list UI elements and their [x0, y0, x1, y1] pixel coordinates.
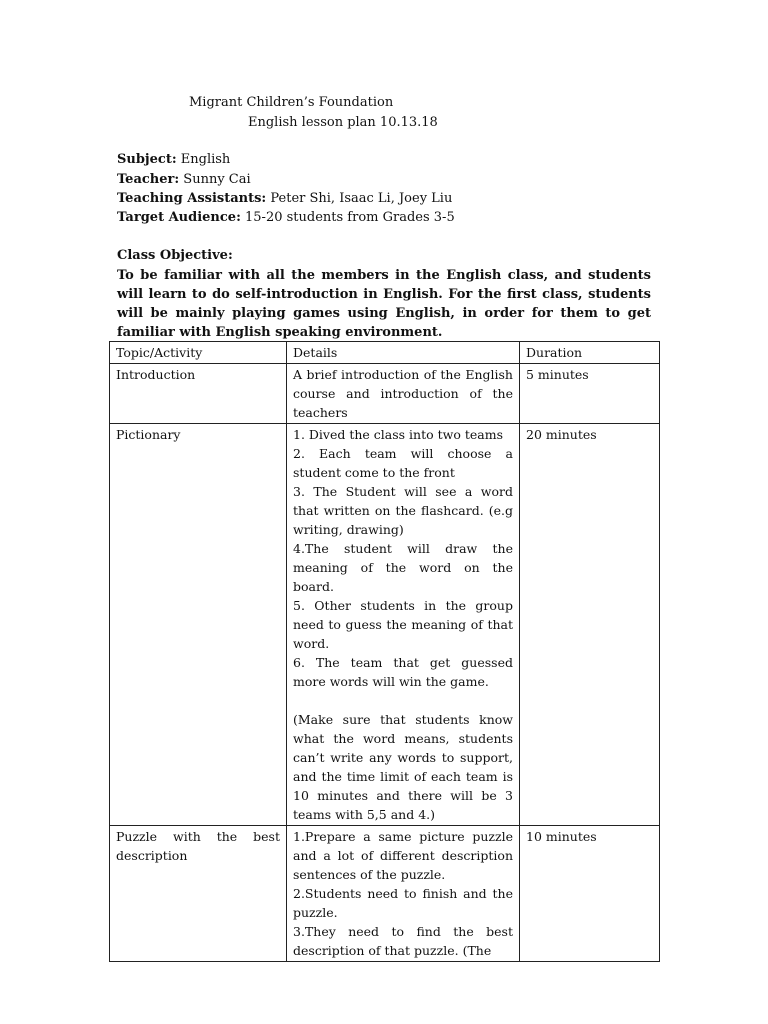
detail-step: 1. Dived the class into two teams — [293, 427, 503, 442]
detail-step: 2. Each team will choose a student come to the front — [293, 446, 513, 480]
table-row — [110, 424, 660, 826]
details-cell — [287, 424, 520, 826]
duration-cell: 5 minutes — [520, 364, 660, 424]
teaching-assistants-line — [117, 191, 452, 206]
target-audience-value: 15-20 students from Grades 3-5 — [240, 210, 455, 225]
header-details: Details — [287, 342, 520, 364]
target-audience-label: Target Audience: — [117, 210, 241, 225]
header-duration: Duration — [520, 342, 660, 364]
class-objective-heading: Class Objective: — [117, 248, 233, 263]
organization-name: Migrant Children’s Foundation — [189, 95, 394, 110]
class-objective-text: To be familiar with all the members in the English class, and students will learn to do self-introduction in English. For the first class, students will be mainly playing games using English, in order for them to get familiar with English speaking environment. — [117, 268, 651, 340]
detail-step: 6. The team that get guessed more words will win the game. — [293, 655, 513, 689]
teacher-label: Teacher: — [117, 172, 180, 187]
table-header-row — [110, 342, 660, 364]
teacher-value: Sunny Cai — [179, 172, 251, 187]
details-cell: A brief introduction of the English course and introduction of the teachers — [287, 364, 520, 424]
detail-step: 3. The Student will see a word that written on the flashcard. (e.g writing, drawing) — [293, 484, 513, 537]
teaching-assistants-label: Teaching Assistants: — [117, 191, 267, 206]
duration-cell: 20 minutes — [520, 424, 660, 826]
duration-cell: 10 minutes — [520, 826, 660, 962]
detail-note: (Make sure that students know what the word means, students can’t write any words to support, and the time limit of each team is 10 minutes and there will be 3 teams with 5,5 and 4.) — [293, 712, 513, 822]
detail-step: 2.Students need to finish and the puzzle. — [293, 886, 513, 920]
detail-step: 3.They need to find the best description of that puzzle. (The — [293, 924, 513, 958]
detail-step: 5. Other students in the group need to guess the meaning of that word. — [293, 598, 513, 651]
topic-cell: Introduction — [110, 364, 287, 424]
subject-line — [117, 152, 230, 167]
topic-cell: Puzzle with the best description — [110, 826, 287, 962]
table-row — [110, 364, 660, 424]
teaching-assistants-value: Peter Shi, Isaac Li, Joey Liu — [266, 191, 453, 206]
paragraph-spacer — [293, 691, 513, 710]
lesson-plan-title: English lesson plan 10.13.18 — [248, 115, 438, 130]
subject-value: English — [176, 152, 231, 167]
table-row — [110, 826, 660, 962]
header-topic: Topic/Activity — [110, 342, 287, 364]
target-audience-line — [117, 210, 455, 225]
detail-step: 1.Prepare a same picture puzzle and a lot of different description sentences of the puzzle. — [293, 829, 513, 882]
teacher-line — [117, 172, 251, 187]
details-cell — [287, 826, 520, 962]
topic-cell: Pictionary — [110, 424, 287, 826]
subject-label: Subject: — [117, 152, 177, 167]
lesson-plan-table — [109, 341, 660, 962]
detail-step: 4.The student will draw the meaning of the word on the board. — [293, 541, 513, 594]
